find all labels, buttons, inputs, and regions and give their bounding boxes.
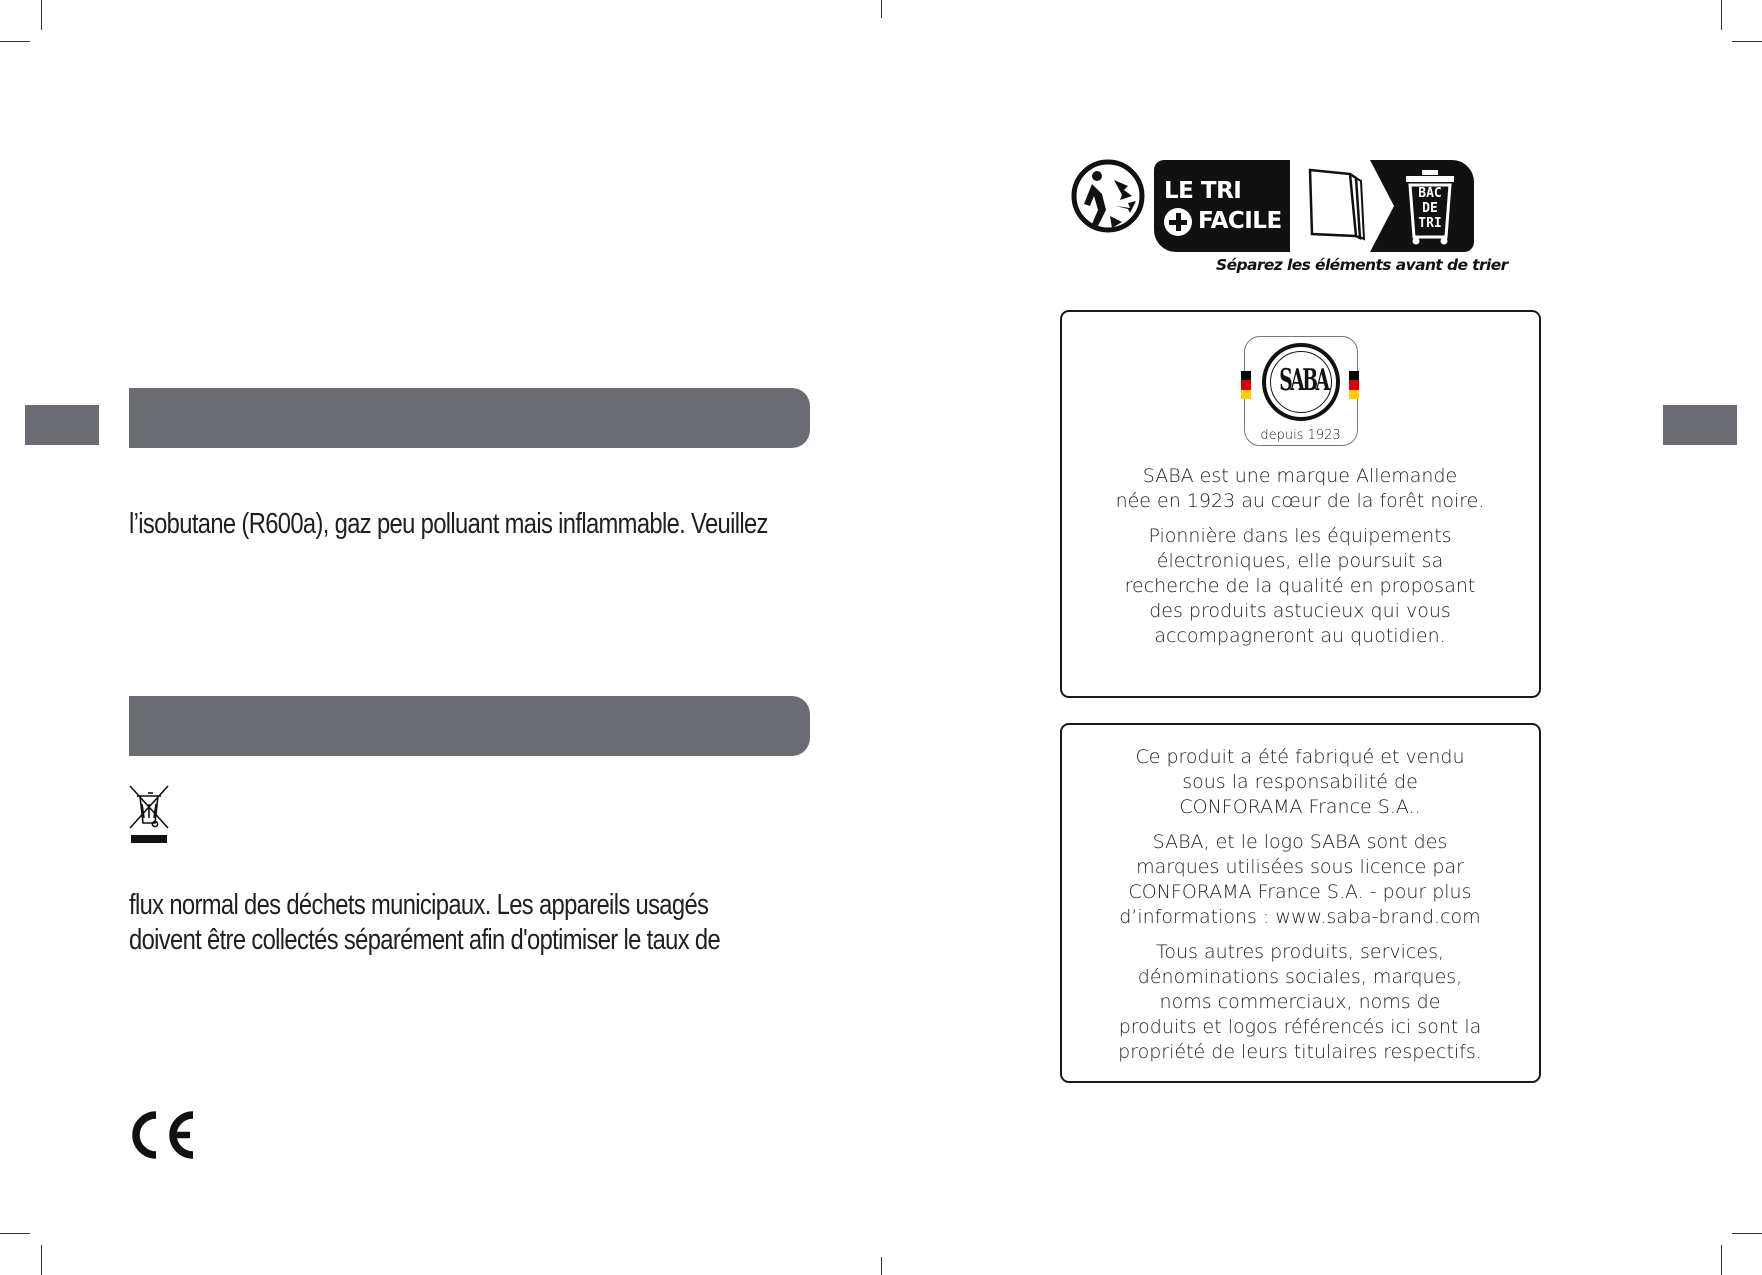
legal-paragraph-1: Ce produit a été fabriqué et vendu sous la responsabilité de CONFORAMA France S.A.. — [1135, 746, 1465, 818]
recycling-paragraph-line-1: flux normal des déchets municipaux. Les appareils usagés — [129, 889, 709, 921]
saba-emblem — [1262, 343, 1340, 421]
left-side-tab — [25, 405, 99, 445]
crop-mark — [1721, 0, 1722, 30]
saba-wordmark: SABA — [1279, 363, 1328, 398]
crop-mark — [41, 0, 42, 30]
legal-paragraph-3: Tous autres produits, services, dénominations sociales, marques, noms commerciaux, noms de produits et logos référencés ici sont la propriété de leurs titulaires respectifs. — [1118, 941, 1482, 1063]
legal-notice-box — [1060, 723, 1541, 1083]
crop-mark — [1732, 41, 1762, 42]
german-flag-left — [1241, 371, 1251, 399]
recycling-paragraph-line-2: doivent être collectés séparément afin d'optimiser le taux de — [129, 924, 721, 956]
plus-icon — [1164, 208, 1192, 236]
crop-mark — [881, 1257, 882, 1275]
paper-arrow — [1290, 160, 1400, 252]
tri-caption: Séparez les éléments avant de trier — [1216, 256, 1508, 274]
bin-label-1: BAC — [1418, 186, 1442, 201]
bin-label-3: TRI — [1418, 216, 1442, 231]
tri-line-2: FACILE — [1198, 208, 1282, 234]
refrigerant-paragraph: l’isobutane (R600a), gaz peu polluant mais inflammable. Veuillez — [129, 508, 768, 540]
right-side-tab — [1663, 405, 1737, 445]
crop-mark — [0, 41, 30, 42]
legal-paragraph-2: SABA, et le logo SABA sont des marques utilisées sous licence par CONFORAMA France S.A. - pour plus d’informations : www.saba-brand.com — [1119, 831, 1481, 928]
saba-logo — [1244, 336, 1358, 446]
crop-mark — [41, 1245, 42, 1275]
saba-brand-box — [1060, 310, 1541, 698]
crop-mark — [1721, 1245, 1722, 1275]
crop-mark — [0, 1233, 30, 1234]
section-header-bar — [129, 388, 810, 448]
bin-icon — [1402, 168, 1458, 246]
ce-mark — [128, 1110, 198, 1165]
crossed-out-wheelie-bin-icon — [128, 784, 172, 846]
tri-line-1: LE TRI — [1164, 178, 1242, 204]
crop-mark — [881, 0, 882, 18]
german-flag-right — [1349, 371, 1359, 399]
triman-recycling-icon — [1070, 158, 1146, 234]
saba-since: depuis 1923 — [1260, 428, 1341, 443]
tri-banner — [1154, 160, 1474, 252]
bin-label-2: DE — [1422, 201, 1438, 216]
section-header-bar — [129, 696, 810, 756]
saba-paragraph-2: Pionnière dans les équipements électroniques, elle poursuit sa recherche de la qualité en proposant des produits astucieux qui vous accompagneront au quotidien. — [1124, 525, 1476, 647]
saba-paragraph-1: SABA est une marque Allemande née en 1923 au cœur de la forêt noire. — [1115, 465, 1485, 512]
crop-mark — [1732, 1233, 1762, 1234]
